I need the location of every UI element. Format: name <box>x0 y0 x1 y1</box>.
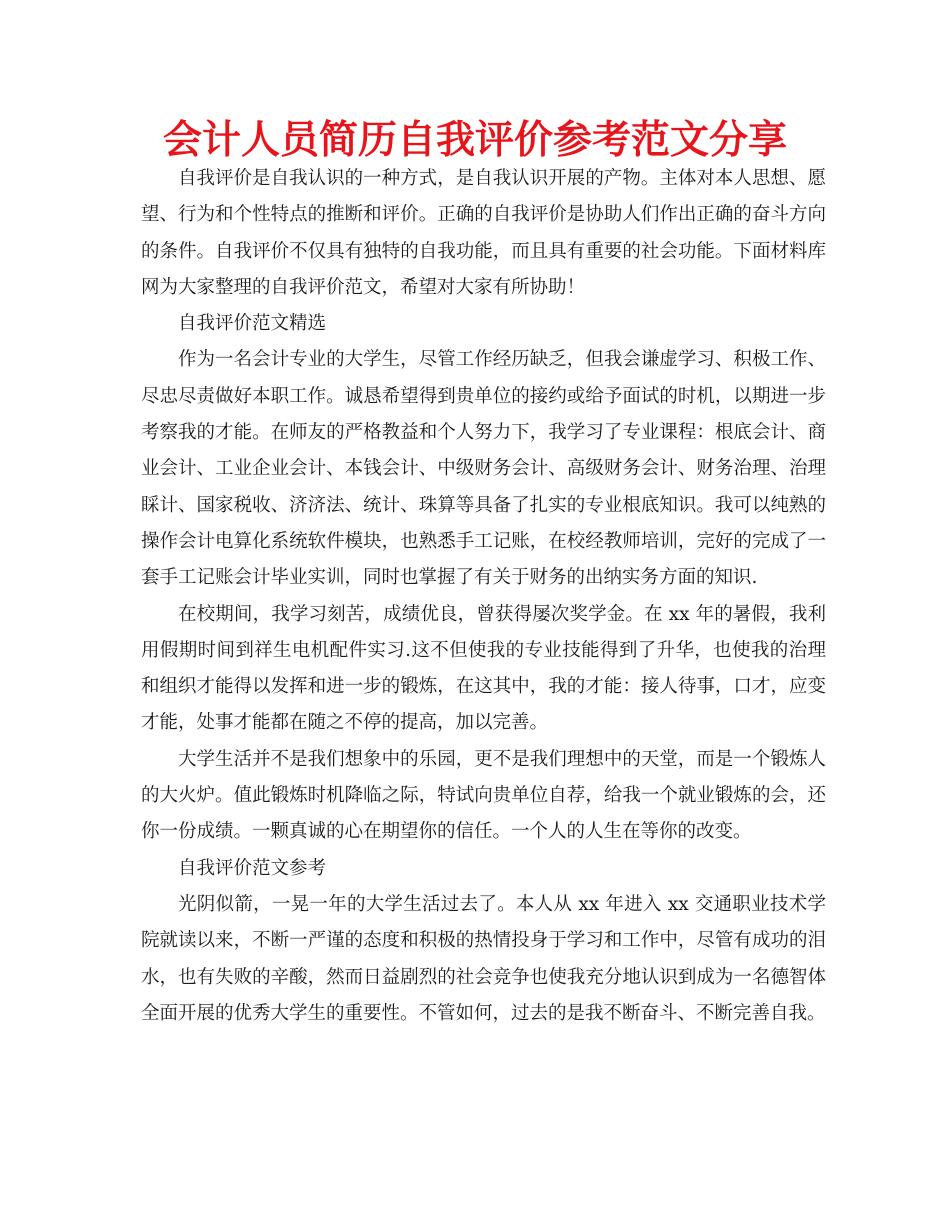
paragraph-university-life: 大学生活并不是我们想象中的乐园，更不是我们理想中的天堂，而是一个锻炼人的大火炉。值此锻炼时机降临之际，特试向贵单位自荐，给我一个就业锻炼的会，还你一份成绩。一颗真诚的心在期望你的信任。一个人的人生在等你的改变。 <box>141 748 826 843</box>
document-body <box>141 161 826 1032</box>
paragraph-accounting-student: 作为一名会计专业的大学生，尽管工作经历缺乏，但我会谦虚学习、积极工作、尽忠尽责做好本职工作。诚恳希望得到贵单位的接约或给予面试的时机，以期进一步考察我的才能。在师友的严格教益和个人努力下，我学习了专业课程：根底会计、商业会计、工业企业会计、本钱会计、中级财务会计、高级财务会计、财务治理、治理睬计、国家税收、济济法、统计、珠算等具备了扎实的专业根底知识。我可以纯熟的操作会计电算化系统软件模块，也熟悉手工记账，在校经教师培训，完好的完成了一套手工记账会计毕业实训，同时也掌握了有关于财务的出纳实务方面的知识. <box>141 349 826 589</box>
paragraph-time-flies: 光阴似箭，一晃一年的大学生活过去了。本人从 xx 年进入 xx 交通职业技术学院就读以来，不断一严谨的态度和积极的热情投身于学习和工作中，尽管有成功的泪水，也有失败的辛酸，然而日益剧烈的社会竞争也使我充分地认识到成为一名德智体全面开展的优秀大学生的重要性。不管如何，过去的是我不断奋斗、不断完善自我。 <box>141 893 826 1024</box>
section-heading-selected: 自我评价范文精选 <box>178 313 327 335</box>
paragraph-school-period: 在校期间，我学习刻苦，成绩优良，曾获得屡次奖学金。在 xx 年的暑假，我利用假期时间到祥生电机配件实习.这不但使我的专业技能得到了升华，也使我的治理和组织才能得以发挥和进一步的锻炼，在这其中，我的才能：接人待事，口才，应变才能，处事才能都在随之不停的提高，加以完善。 <box>141 603 826 734</box>
document-title: 会计人员简历自我评价参考范文分享 <box>162 118 787 163</box>
section-heading-reference: 自我评价范文参考 <box>178 857 327 879</box>
paragraph-intro: 自我评价是自我认识的一种方式，是自我认识开展的产物。主体对本人思想、愿望、行为和个性特点的推断和评价。正确的自我评价是协助人们作出正确的奋斗方向的条件。自我评价不仅具有独特的自我功能，而且具有重要的社会功能。下面材料库网为大家整理的自我评价范文，希望对大家有所协助！ <box>141 168 826 298</box>
